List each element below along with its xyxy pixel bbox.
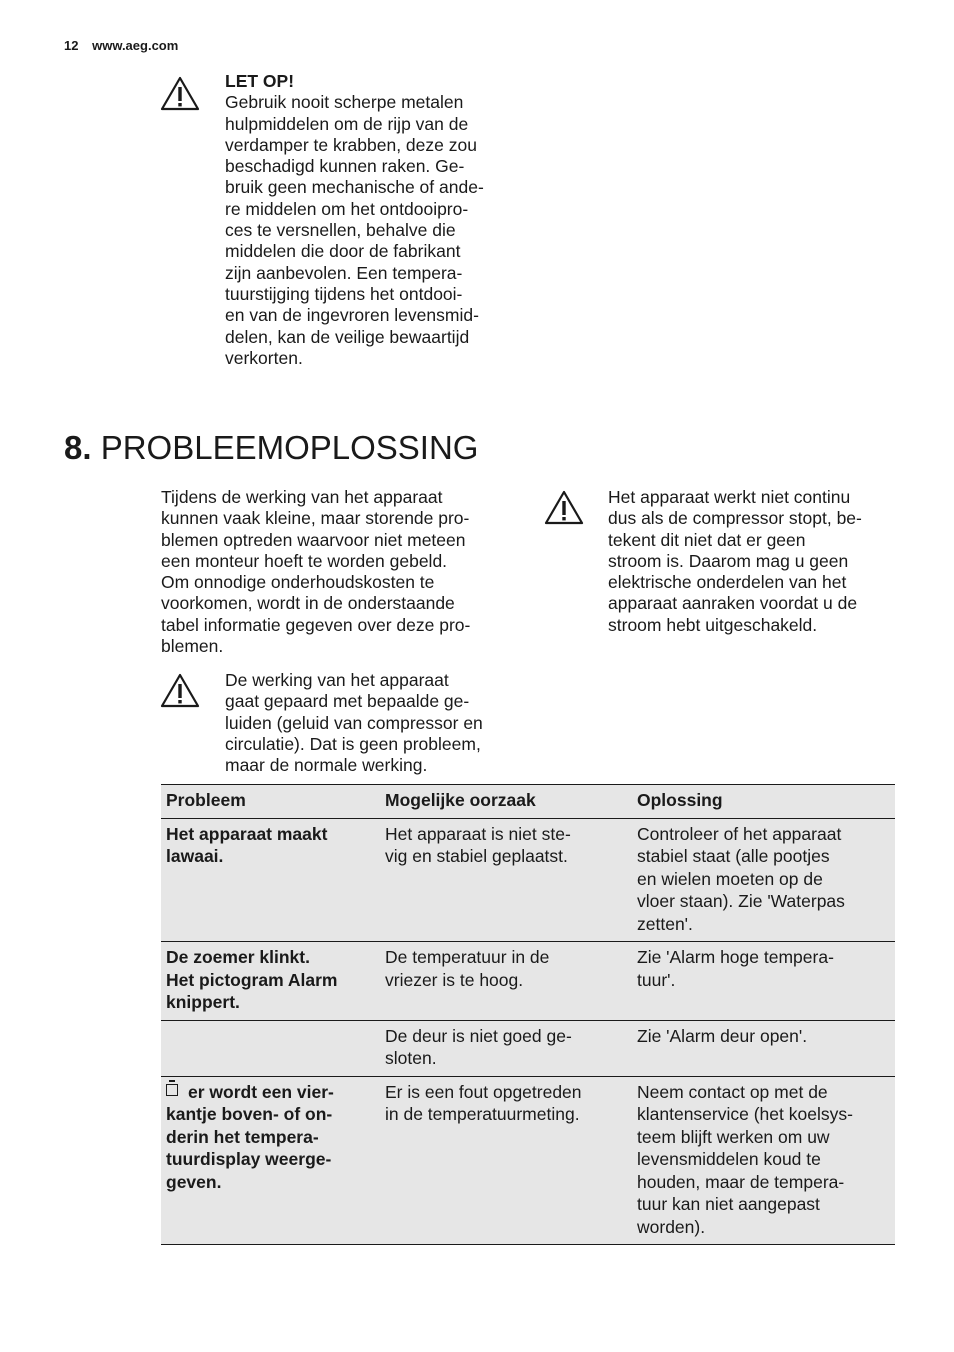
cell-line: derin het tempera-	[166, 1126, 319, 1147]
cell-line: stabiel staat (alle pootjes	[637, 846, 830, 866]
cell-line	[166, 1081, 375, 1104]
caution-line: verdamper te krabben, deze zou	[225, 134, 477, 155]
intro-line: voorkomen, wordt in de onderstaande	[161, 593, 455, 614]
page-header	[64, 38, 178, 53]
caution-line: zijn aanbevolen. Een tempera-	[225, 262, 463, 283]
cell-line: Zie 'Alarm deur open'.	[637, 1025, 808, 1046]
caution-line: beschadigd kunnen raken. Ge-	[225, 156, 465, 177]
power-warning	[608, 487, 862, 636]
caution-line: hulpmiddelen om de rijp van de	[225, 113, 469, 134]
cause-cell	[380, 818, 632, 942]
table-row	[161, 942, 895, 1021]
cell-line: Neem contact op met de	[637, 1081, 828, 1102]
problem-cell	[161, 1076, 380, 1245]
problem-cell	[161, 942, 380, 1021]
intro-line: Om onnodige onderhoudskosten te	[161, 572, 435, 593]
caution-line: middelen die door de fabrikant	[225, 241, 461, 262]
cell-line: knippert.	[166, 992, 240, 1012]
cell-line: sloten.	[385, 1048, 437, 1068]
noise-line: De werking van het apparaat	[225, 670, 449, 690]
section-number: 8.	[64, 429, 92, 466]
solution-cell	[632, 1020, 895, 1076]
cell-line: tuur kan niet aangepast	[637, 1194, 820, 1214]
caution-line: ces te versnellen, behalve die	[225, 220, 456, 241]
power-line: Het apparaat werkt niet continu	[608, 487, 851, 507]
cell-line: teem blijft werken om uw	[637, 1126, 830, 1147]
cell-line: kantje boven- of on-	[166, 1104, 333, 1124]
column-header: Probleem	[161, 785, 380, 819]
cell-line: klantenservice (het koelsys-	[637, 1104, 853, 1124]
cell-line: De deur is niet goed ge-	[385, 1025, 572, 1046]
cause-cell	[380, 1020, 632, 1076]
caution-line: verkorten.	[225, 347, 303, 368]
intro-line: Tijdens de werking van het apparaat	[161, 487, 443, 507]
cell-line: worden).	[637, 1216, 706, 1237]
noise-line: maar de normale werking.	[225, 755, 428, 776]
power-line: apparaat aanraken voordat u de	[608, 593, 858, 614]
caution-line: delen, kan de veilige bewaartijd	[225, 326, 470, 347]
cell-line: en wielen moeten op de	[637, 868, 823, 889]
noise-line: luiden (geluid van compressor en	[225, 712, 483, 733]
intro-line: een monteur hoeft te worden gebeld.	[161, 550, 448, 571]
cell-line: Er is een fout opgetreden	[385, 1081, 582, 1102]
column-header: Mogelijke oorzaak	[380, 785, 632, 819]
noise-line: gaat gepaard met bepaalde ge-	[225, 691, 470, 712]
power-line: elektrische onderdelen van het	[608, 572, 847, 593]
power-line: stroom hebt uitgeschakeld.	[608, 614, 818, 635]
caution-block	[225, 71, 484, 369]
power-line: stroom is. Daarom mag u geen	[608, 550, 849, 571]
cell-line: tuur'.	[637, 969, 676, 990]
cell-line: vloer staan). Zie 'Waterpas	[637, 891, 845, 911]
cell-line: Controleer of het apparaat	[637, 823, 842, 844]
column-header: Oplossing	[632, 785, 895, 819]
section-heading	[64, 428, 478, 468]
intro-paragraph	[161, 487, 470, 657]
cell-line: in de temperatuurmeting.	[385, 1104, 580, 1124]
cause-cell	[380, 1076, 632, 1245]
cell-line: vig en stabiel geplaatst.	[385, 846, 568, 866]
intro-line: blemen.	[161, 636, 224, 657]
warning-triangle-icon	[544, 490, 584, 526]
cell-line: De temperatuur in de	[385, 947, 550, 967]
troubleshooting-table	[161, 784, 895, 1245]
cell-line: Het apparaat is niet ste-	[385, 823, 571, 844]
caution-line: Gebruik nooit scherpe metalen	[225, 92, 464, 113]
solution-cell	[632, 1076, 895, 1245]
problem-cell	[161, 818, 380, 942]
cell-line: tuurdisplay weerge-	[166, 1149, 332, 1169]
power-line: dus als de compressor stopt, be-	[608, 508, 862, 529]
caution-line: bruik geen mechanische of ande-	[225, 177, 484, 198]
cell-line: Het pictogram Alarm	[166, 969, 338, 990]
cell-line: zetten'.	[637, 913, 693, 934]
cell-line: geven.	[166, 1171, 222, 1192]
table-row	[161, 1076, 895, 1245]
cell-text: er wordt een vier-	[188, 1081, 334, 1102]
cause-cell	[380, 942, 632, 1021]
table-row	[161, 818, 895, 942]
cell-line: Het apparaat maakt	[166, 823, 328, 844]
page-number: 12	[64, 38, 79, 53]
cell-line: vriezer is te hoog.	[385, 969, 524, 990]
table-header-row	[161, 785, 895, 819]
cell-line: Zie 'Alarm hoge tempera-	[637, 947, 834, 967]
solution-cell	[632, 942, 895, 1021]
caution-line: en van de ingevroren levensmid-	[225, 305, 479, 326]
caution-line: tuurstijging tijdens het ontdooi-	[225, 283, 463, 304]
cell-line: lawaai.	[166, 846, 224, 866]
square-indicator-icon	[166, 1084, 178, 1096]
power-line: tekent dit niet dat er geen	[608, 529, 806, 550]
table-row	[161, 1020, 895, 1076]
intro-line: tabel informatie gegeven over deze pro-	[161, 614, 471, 635]
caution-title: LET OP!	[225, 71, 295, 91]
intro-line: blemen optreden waarvoor niet meteen	[161, 529, 466, 550]
website-link[interactable]: www.aeg.com	[92, 38, 179, 53]
intro-line: kunnen vaak kleine, maar storende pro-	[161, 508, 470, 529]
caution-line: re middelen om het ontdooipro-	[225, 198, 469, 219]
section-title: PROBLEEMOPLOSSING	[100, 429, 479, 466]
noise-warning	[225, 670, 483, 776]
cell-line: houden, maar de tempera-	[637, 1171, 845, 1192]
cell-line: levensmiddelen koud te	[637, 1149, 821, 1169]
warning-triangle-icon	[160, 673, 200, 709]
warning-triangle-icon	[160, 76, 200, 112]
solution-cell	[632, 818, 895, 942]
cell-line: De zoemer klinkt.	[166, 947, 310, 967]
noise-line: circulatie). Dat is geen probleem,	[225, 733, 481, 754]
problem-cell	[161, 1020, 380, 1076]
